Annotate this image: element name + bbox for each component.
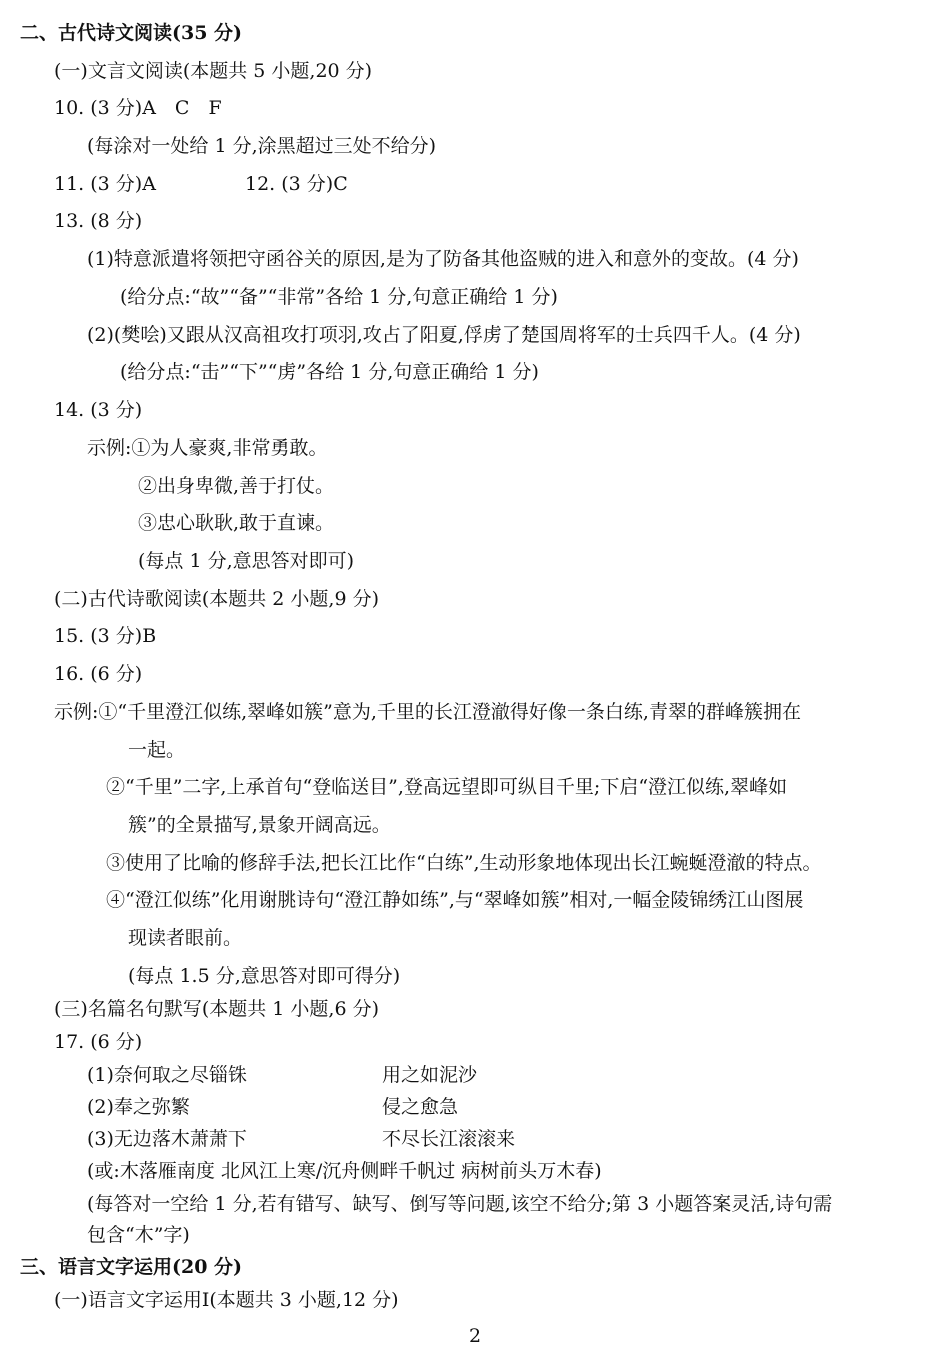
section-2-title: 二、古代诗文阅读(35 分) <box>20 22 243 44</box>
q16-note: (每点 1.5 分,意思答对即可得分) <box>128 965 401 987</box>
q16-point-1-line-1: 示例:①“千里澄江似练,翠峰如簇”意为,千里的长江澄澈得好像一条白练,青翠的群峰簇拥在 <box>54 701 801 723</box>
q13-2-note: (给分点:“击”“下”“虏”各给 1 分,句意正确给 1 分) <box>120 361 539 383</box>
q10-note: (每涂对一处给 1 分,涂黑超过三处不给分) <box>87 135 437 157</box>
part-2-heading: (二)古代诗歌阅读(本题共 2 小题,9 分) <box>54 588 379 610</box>
q12-answer: 12. (3 分)C <box>245 173 348 195</box>
q14-point-3: ③忠心耿耿,敢于直谏。 <box>138 512 335 534</box>
q16-point-2-line-1: ②“千里”二字,上承首句“登临送目”,登高远望即可纵目千里;下启“澄江似练,翠峰如 <box>106 776 788 798</box>
q16-point-1-line-2: 一起。 <box>128 739 186 761</box>
part-1-heading: (一)文言文阅读(本题共 5 小题,20 分) <box>54 60 373 82</box>
q17-1-second: 用之如泥沙 <box>382 1064 478 1086</box>
q14-heading: 14. (3 分) <box>54 399 143 421</box>
section-3-part-1-heading: (一)语言文字运用Ⅰ(本题共 3 小题,12 分) <box>54 1289 399 1311</box>
part-3-heading: (三)名篇名句默写(本题共 1 小题,6 分) <box>54 998 379 1020</box>
q14-point-2: ②出身卑微,善于打仗。 <box>138 475 335 497</box>
q16-point-4-line-1: ④“澄江似练”化用谢朓诗句“澄江静如练”,与“翠峰如簇”相对,一幅金陵锦绣江山图展 <box>106 889 804 911</box>
q13-1-answer: (1)特意派遣将领把守函谷关的原因,是为了防备其他盗贼的进入和意外的变故。(4 分) <box>87 248 799 270</box>
q17-2-first: (2)奉之弥繁 <box>87 1096 190 1118</box>
q17-3-first: (3)无边落木萧萧下 <box>87 1128 247 1150</box>
q17-heading: 17. (6 分) <box>54 1031 143 1053</box>
q17-1-first: (1)奈何取之尽锱铢 <box>87 1064 247 1086</box>
q17-alternative: (或:木落雁南度 北风江上寒/沉舟侧畔千帆过 病树前头万木春) <box>87 1160 602 1182</box>
q16-point-2-line-2: 簇”的全景描写,景象开阔高远。 <box>128 814 391 836</box>
q17-2-second: 侵之愈急 <box>382 1096 459 1118</box>
q17-note-line-1: (每答对一空给 1 分,若有错写、缺写、倒写等问题,该空不给分;第 3 小题答案灵活,诗句需 <box>87 1193 833 1215</box>
q13-heading: 13. (8 分) <box>54 210 143 232</box>
q13-2-answer: (2)(樊哙)又跟从汉高祖攻打项羽,攻占了阳夏,俘虏了楚国周将军的士兵四千人。(4 分) <box>87 324 801 346</box>
q11-answer: 11. (3 分)A <box>54 173 156 195</box>
q15-answer: 15. (3 分)B <box>54 625 157 647</box>
q14-point-1: 示例:①为人豪爽,非常勇敢。 <box>87 437 328 459</box>
section-3-title: 三、语言文字运用(20 分) <box>20 1256 243 1278</box>
q14-note: (每点 1 分,意思答对即可) <box>138 550 355 572</box>
q16-point-4-line-2: 现读者眼前。 <box>128 927 243 949</box>
page-number: 2 <box>468 1325 482 1347</box>
q17-note-line-2: 包含“木”字) <box>87 1224 190 1246</box>
q13-1-note: (给分点:“故”“备”“非常”各给 1 分,句意正确给 1 分) <box>120 286 558 308</box>
q16-heading: 16. (6 分) <box>54 663 143 685</box>
q16-point-3: ③使用了比喻的修辞手法,把长江比作“白练”,生动形象地体现出长江蜿蜒澄澈的特点。 <box>106 852 822 874</box>
q10-answer: 10. (3 分)A C F <box>54 97 222 119</box>
q17-3-second: 不尽长江滚滚来 <box>382 1128 516 1150</box>
